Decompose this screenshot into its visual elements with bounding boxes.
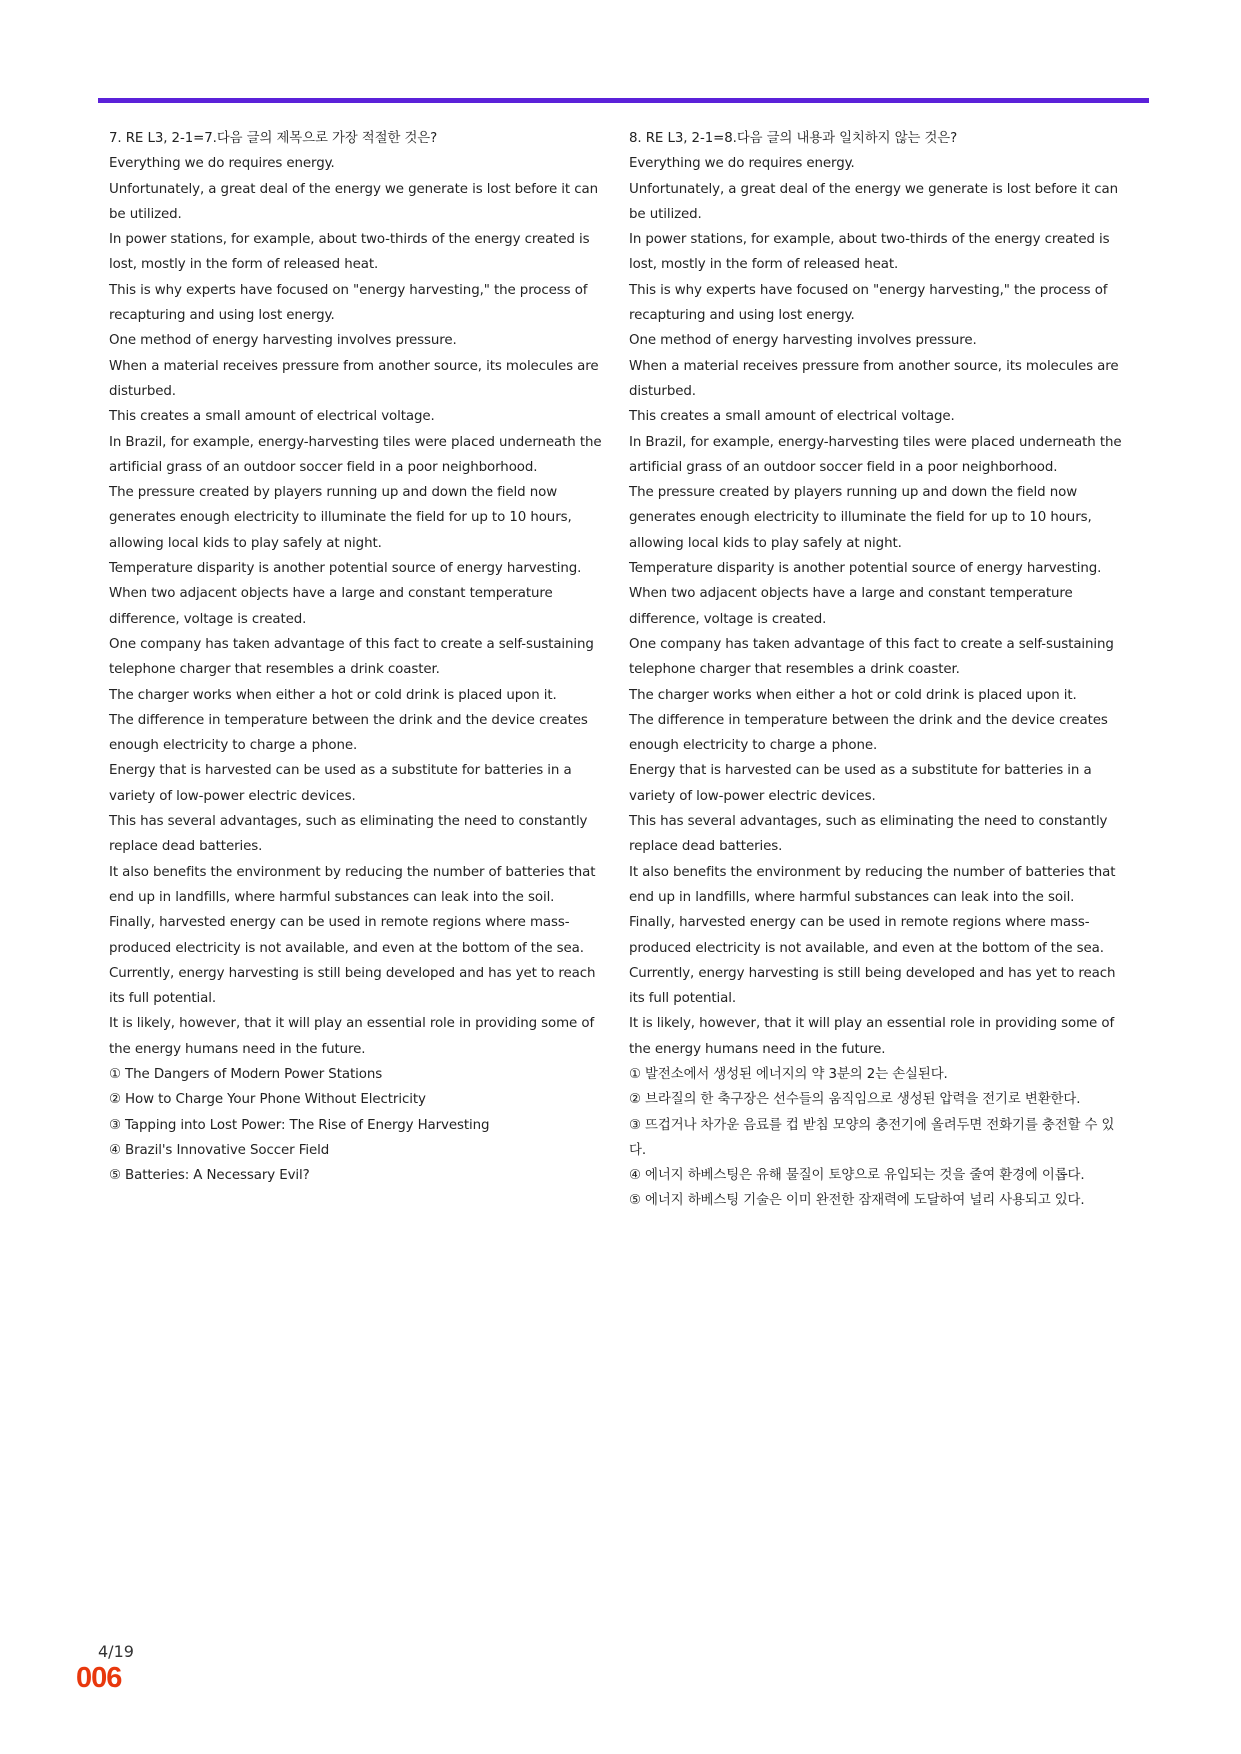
passage-line: This is why experts have focused on "energy harvesting," the process of recapturing and using lost energy. (109, 282, 588, 324)
passage-line: It is likely, however, that it will play an essential role in providing some of the energy humans need in the future. (109, 1016, 595, 1057)
question-header: 8. RE L3, 2-1=8.다음 글의 내용과 일치하지 않는 것은? (629, 131, 958, 146)
passage-line: Temperature disparity is another potential source of energy harvesting. (109, 561, 582, 577)
passage-line: Unfortunately, a great deal of the energy we generate is lost before it can be utilized. (629, 181, 1118, 222)
passage-line: In Brazil, for example, energy-harvesting tiles were placed underneath the artificial grass of an outdoor soccer field in a poor neighborhood. (109, 434, 602, 475)
passage-line: Finally, harvested energy can be used in remote regions where mass-produced electricity is not available, and even at the bottom of the sea. (109, 915, 584, 956)
question-7 (109, 126, 611, 1188)
passage-line: Energy that is harvested can be used as a substitute for batteries in a variety of low-power electric devices. (109, 763, 572, 804)
passage-line: When a material receives pressure from another source, its molecules are disturbed. (629, 358, 1119, 399)
passage-line: In power stations, for example, about two-thirds of the energy created is lost, mostly in the form of released heat. (629, 232, 1110, 273)
passage-line: This has several advantages, such as eliminating the need to constantly replace dead batteries. (109, 814, 588, 855)
passage-line: One company has taken advantage of this fact to create a self-sustaining telephone charger that resembles a drink coaster. (629, 636, 1114, 678)
page-indicator: 4/19 (98, 1642, 134, 1661)
passage-line: It is likely, however, that it will play an essential role in providing some of the energy humans need in the future. (629, 1016, 1115, 1057)
passage-line: This creates a small amount of electrical voltage. (629, 409, 955, 425)
question-8 (629, 126, 1131, 1214)
passage-line: Currently, energy harvesting is still being developed and has yet to reach its full potential. (109, 965, 596, 1007)
passage-line: When two adjacent objects have a large and constant temperature difference, voltage is created. (109, 586, 553, 627)
page-number: 006 (76, 1662, 122, 1694)
passage-line: Everything we do requires energy. (109, 156, 335, 172)
answer-option-3: ③ Tapping into Lost Power: The Rise of Energy Harvesting (109, 1117, 490, 1133)
answer-option-5: ⑤ Batteries: A Necessary Evil? (109, 1168, 310, 1184)
answer-option-1: ① 발전소에서 생성된 에너지의 약 3분의 2는 손실된다. (629, 1066, 948, 1082)
answer-option-5: ⑤ 에너지 하베스팅 기술은 이미 완전한 잠재력에 도달하여 널리 사용되고 있다. (629, 1193, 1085, 1209)
passage-line: This creates a small amount of electrical voltage. (109, 409, 435, 425)
answer-option-3: ③ 뜨겁거나 차가운 음료를 컵 받침 모양의 충전기에 올려두면 전화기를 충전할 수 있다. (629, 1117, 1115, 1158)
passage-line: Temperature disparity is another potential source of energy harvesting. (629, 561, 1102, 577)
passage-line: This has several advantages, such as eliminating the need to constantly replace dead batteries. (629, 814, 1108, 855)
top-rule (98, 98, 1149, 103)
passage-line: The pressure created by players running up and down the field now generates enough electricity to illuminate the field for up to 10 hours, allowing local kids to play safely at night. (629, 485, 1092, 551)
answer-option-1: ① The Dangers of Modern Power Stations (109, 1066, 383, 1082)
passage-line: Finally, harvested energy can be used in remote regions where mass-produced electricity is not available, and even at the bottom of the sea. (629, 915, 1104, 956)
passage-line: This is why experts have focused on "energy harvesting," the process of recapturing and using lost energy. (629, 282, 1108, 324)
passage-line: Energy that is harvested can be used as a substitute for batteries in a variety of low-power electric devices. (629, 763, 1092, 804)
passage-line: It also benefits the environment by reducing the number of batteries that end up in landfills, where harmful substances can leak into the soil. (629, 864, 1116, 905)
passage-line: The difference in temperature between the drink and the device creates enough electricity to charge a phone. (109, 712, 588, 754)
question-header: 7. RE L3, 2-1=7.다음 글의 제목으로 가장 적절한 것은? (109, 131, 438, 146)
passage-line: Everything we do requires energy. (629, 156, 855, 172)
passage-line: Currently, energy harvesting is still being developed and has yet to reach its full potential. (629, 965, 1116, 1007)
passage-line: One method of energy harvesting involves pressure. (109, 333, 457, 349)
passage-line: In Brazil, for example, energy-harvesting tiles were placed underneath the artificial grass of an outdoor soccer field in a poor neighborhood. (629, 434, 1122, 475)
passage-line: Unfortunately, a great deal of the energy we generate is lost before it can be utilized. (109, 181, 598, 222)
passage-line: The charger works when either a hot or cold drink is placed upon it. (109, 687, 557, 703)
passage-line: The pressure created by players running up and down the field now generates enough electricity to illuminate the field for up to 10 hours, allowing local kids to play safely at night. (109, 485, 572, 551)
passage-line: The difference in temperature between the drink and the device creates enough electricity to charge a phone. (629, 712, 1108, 754)
passage-line: When a material receives pressure from another source, its molecules are disturbed. (109, 358, 599, 399)
passage-line: When two adjacent objects have a large and constant temperature difference, voltage is created. (629, 586, 1073, 627)
passage-line: It also benefits the environment by reducing the number of batteries that end up in landfills, where harmful substances can leak into the soil. (109, 864, 596, 905)
passage-line: In power stations, for example, about two-thirds of the energy created is lost, mostly in the form of released heat. (109, 232, 590, 273)
passage-line: The charger works when either a hot or cold drink is placed upon it. (629, 687, 1077, 703)
answer-option-4: ④ 에너지 하베스팅은 유해 물질이 토양으로 유입되는 것을 줄여 환경에 이롭다. (629, 1168, 1085, 1184)
passage-line: One method of energy harvesting involves pressure. (629, 333, 977, 349)
answer-option-4: ④ Brazil's Innovative Soccer Field (109, 1142, 330, 1158)
passage-line: One company has taken advantage of this fact to create a self-sustaining telephone charger that resembles a drink coaster. (109, 636, 594, 678)
answer-option-2: ② 브라질의 한 축구장은 선수들의 움직임으로 생성된 압력을 전기로 변환한다. (629, 1092, 1081, 1108)
answer-option-2: ② How to Charge Your Phone Without Electricity (109, 1092, 426, 1108)
